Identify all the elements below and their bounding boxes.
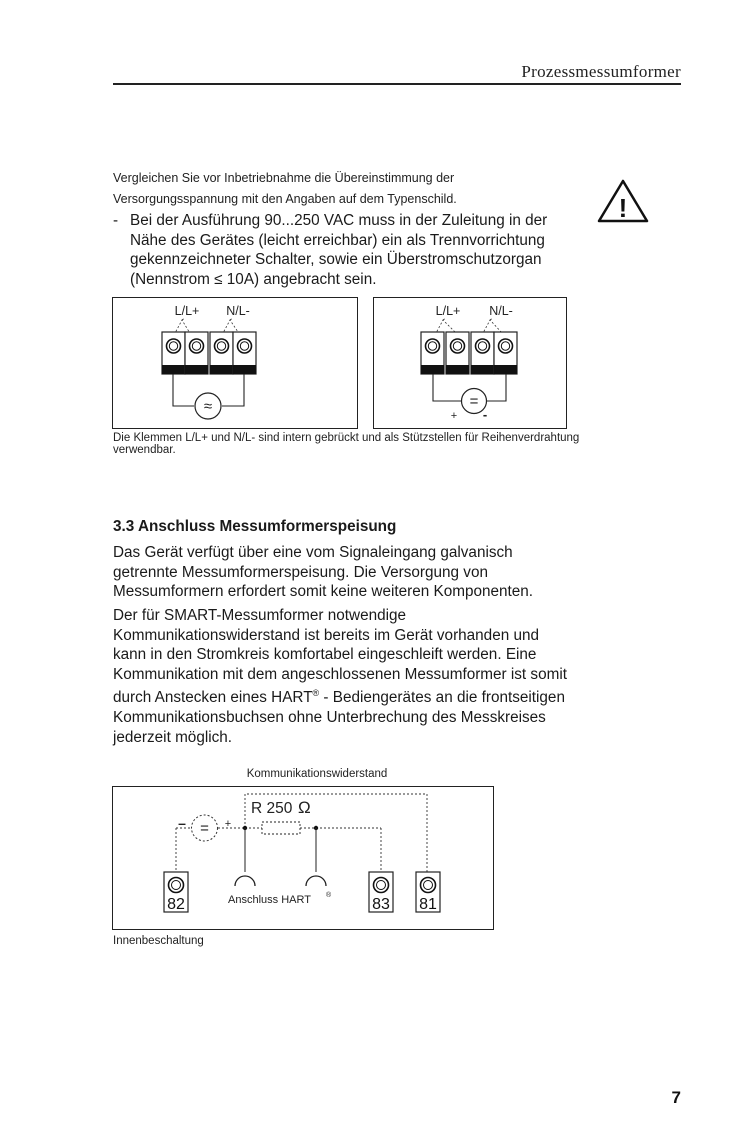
header-rule	[113, 83, 681, 85]
svg-text:R 250: R 250	[251, 800, 293, 817]
running-header: Prozessmessumformer	[521, 62, 681, 81]
dc-terminal-3	[471, 332, 494, 374]
bullet-text: Bei der Ausführung 90...250 VAC muss in der Zuleitung in der Nähe des Gerätes (leicht erreichbar) ein als Trennvorrichtung gekennzeichneter Schalter, sowie ein Überstromschutzorgan (Nennstrom ≤ 10A) angebracht sein.	[130, 212, 548, 288]
jumper-caption: Die Klemmen L/L+ und N/L- sind intern gebrückt und als Stützstellen für Reihenverdrahtung verwendbar.	[113, 432, 580, 456]
inner-wiring-caption: Innenbeschaltung	[113, 935, 204, 947]
ac-source-symbol: ≈	[203, 398, 213, 415]
ac-terminal-3	[210, 332, 233, 374]
svg-text:Ω: Ω	[298, 798, 311, 817]
hart-plus: +	[224, 818, 232, 830]
paragraph-2-before: Der für SMART-Messumformer notwendige Kommunikationswiderstand ist bereits im Gerät vorhanden und kann in den Stromkreis komfortabel eingeschleift werden. Eine Kommunikation mit dem angeschlossenen Messumformer ist somit durch Anstecken eines HART	[113, 607, 567, 707]
paragraph-2	[113, 606, 573, 747]
terminal-82-label: 82	[167, 896, 185, 913]
dc-terminal-4	[494, 332, 517, 374]
dc-terminal-2	[446, 332, 469, 374]
paragraph-1: Das Gerät verfügt über eine vom Signaleingang galvanisch getrennte Messumformerspeisung. Die Versorgung von Messumformern erfordert somit keine weiteren Komponenten.	[113, 544, 533, 601]
ac-terminal-1	[162, 332, 185, 374]
warning-exclamation: !	[618, 193, 628, 223]
hart-circuit-diagram	[112, 764, 496, 932]
ac-label-right: N/L-	[226, 304, 250, 318]
hart-connection-registered-mark: ®	[326, 892, 332, 899]
section-title: 3.3 Anschluss Messumformerspeisung	[113, 518, 397, 535]
hart-diagram-title: Kommunikationswiderstand	[246, 768, 388, 780]
dc-label-left: L/L+	[435, 304, 461, 318]
paragraph-2-after: - Bediengerätes an die frontseitigen Kommunikationsbuchsen ohne Unterbrechung des Messkreises jederzeit möglich.	[113, 689, 565, 746]
dc-minus: -	[482, 407, 488, 422]
hart-minus: –	[178, 815, 186, 831]
ac-terminal-diagram	[112, 297, 358, 429]
dc-terminal-diagram	[373, 297, 567, 429]
terminal-81-label: 81	[419, 896, 437, 913]
terminal-82	[164, 872, 188, 913]
dc-plus: +	[450, 410, 458, 422]
ac-terminal-4	[233, 332, 256, 374]
warning-text: Vergleichen Sie vor Inbetriebnahme die Übereinstimmung der Versorgungsspannung mit den Angaben auf dem Typenschild.	[113, 171, 457, 206]
resistor-icon	[262, 822, 300, 834]
terminal-83	[369, 872, 393, 913]
dc-terminal-block	[421, 332, 517, 374]
ac-terminal-2	[185, 332, 208, 374]
hart-source-symbol: =	[200, 820, 209, 837]
page-number: 7	[671, 1088, 681, 1107]
hart-connection-label: Anschluss HART	[228, 894, 311, 906]
resistor-label	[251, 798, 311, 817]
bullet-marker: -	[113, 212, 119, 229]
terminal-83-label: 83	[372, 896, 390, 913]
dc-label-right: N/L-	[489, 304, 513, 318]
warning-triangle-icon	[596, 178, 650, 224]
dc-source-symbol: =	[469, 393, 479, 410]
ac-label-left: L/L+	[174, 304, 200, 318]
dc-terminal-1	[421, 332, 444, 374]
paragraph-2-registered-mark: ®	[312, 688, 320, 699]
terminal-81	[416, 872, 440, 913]
